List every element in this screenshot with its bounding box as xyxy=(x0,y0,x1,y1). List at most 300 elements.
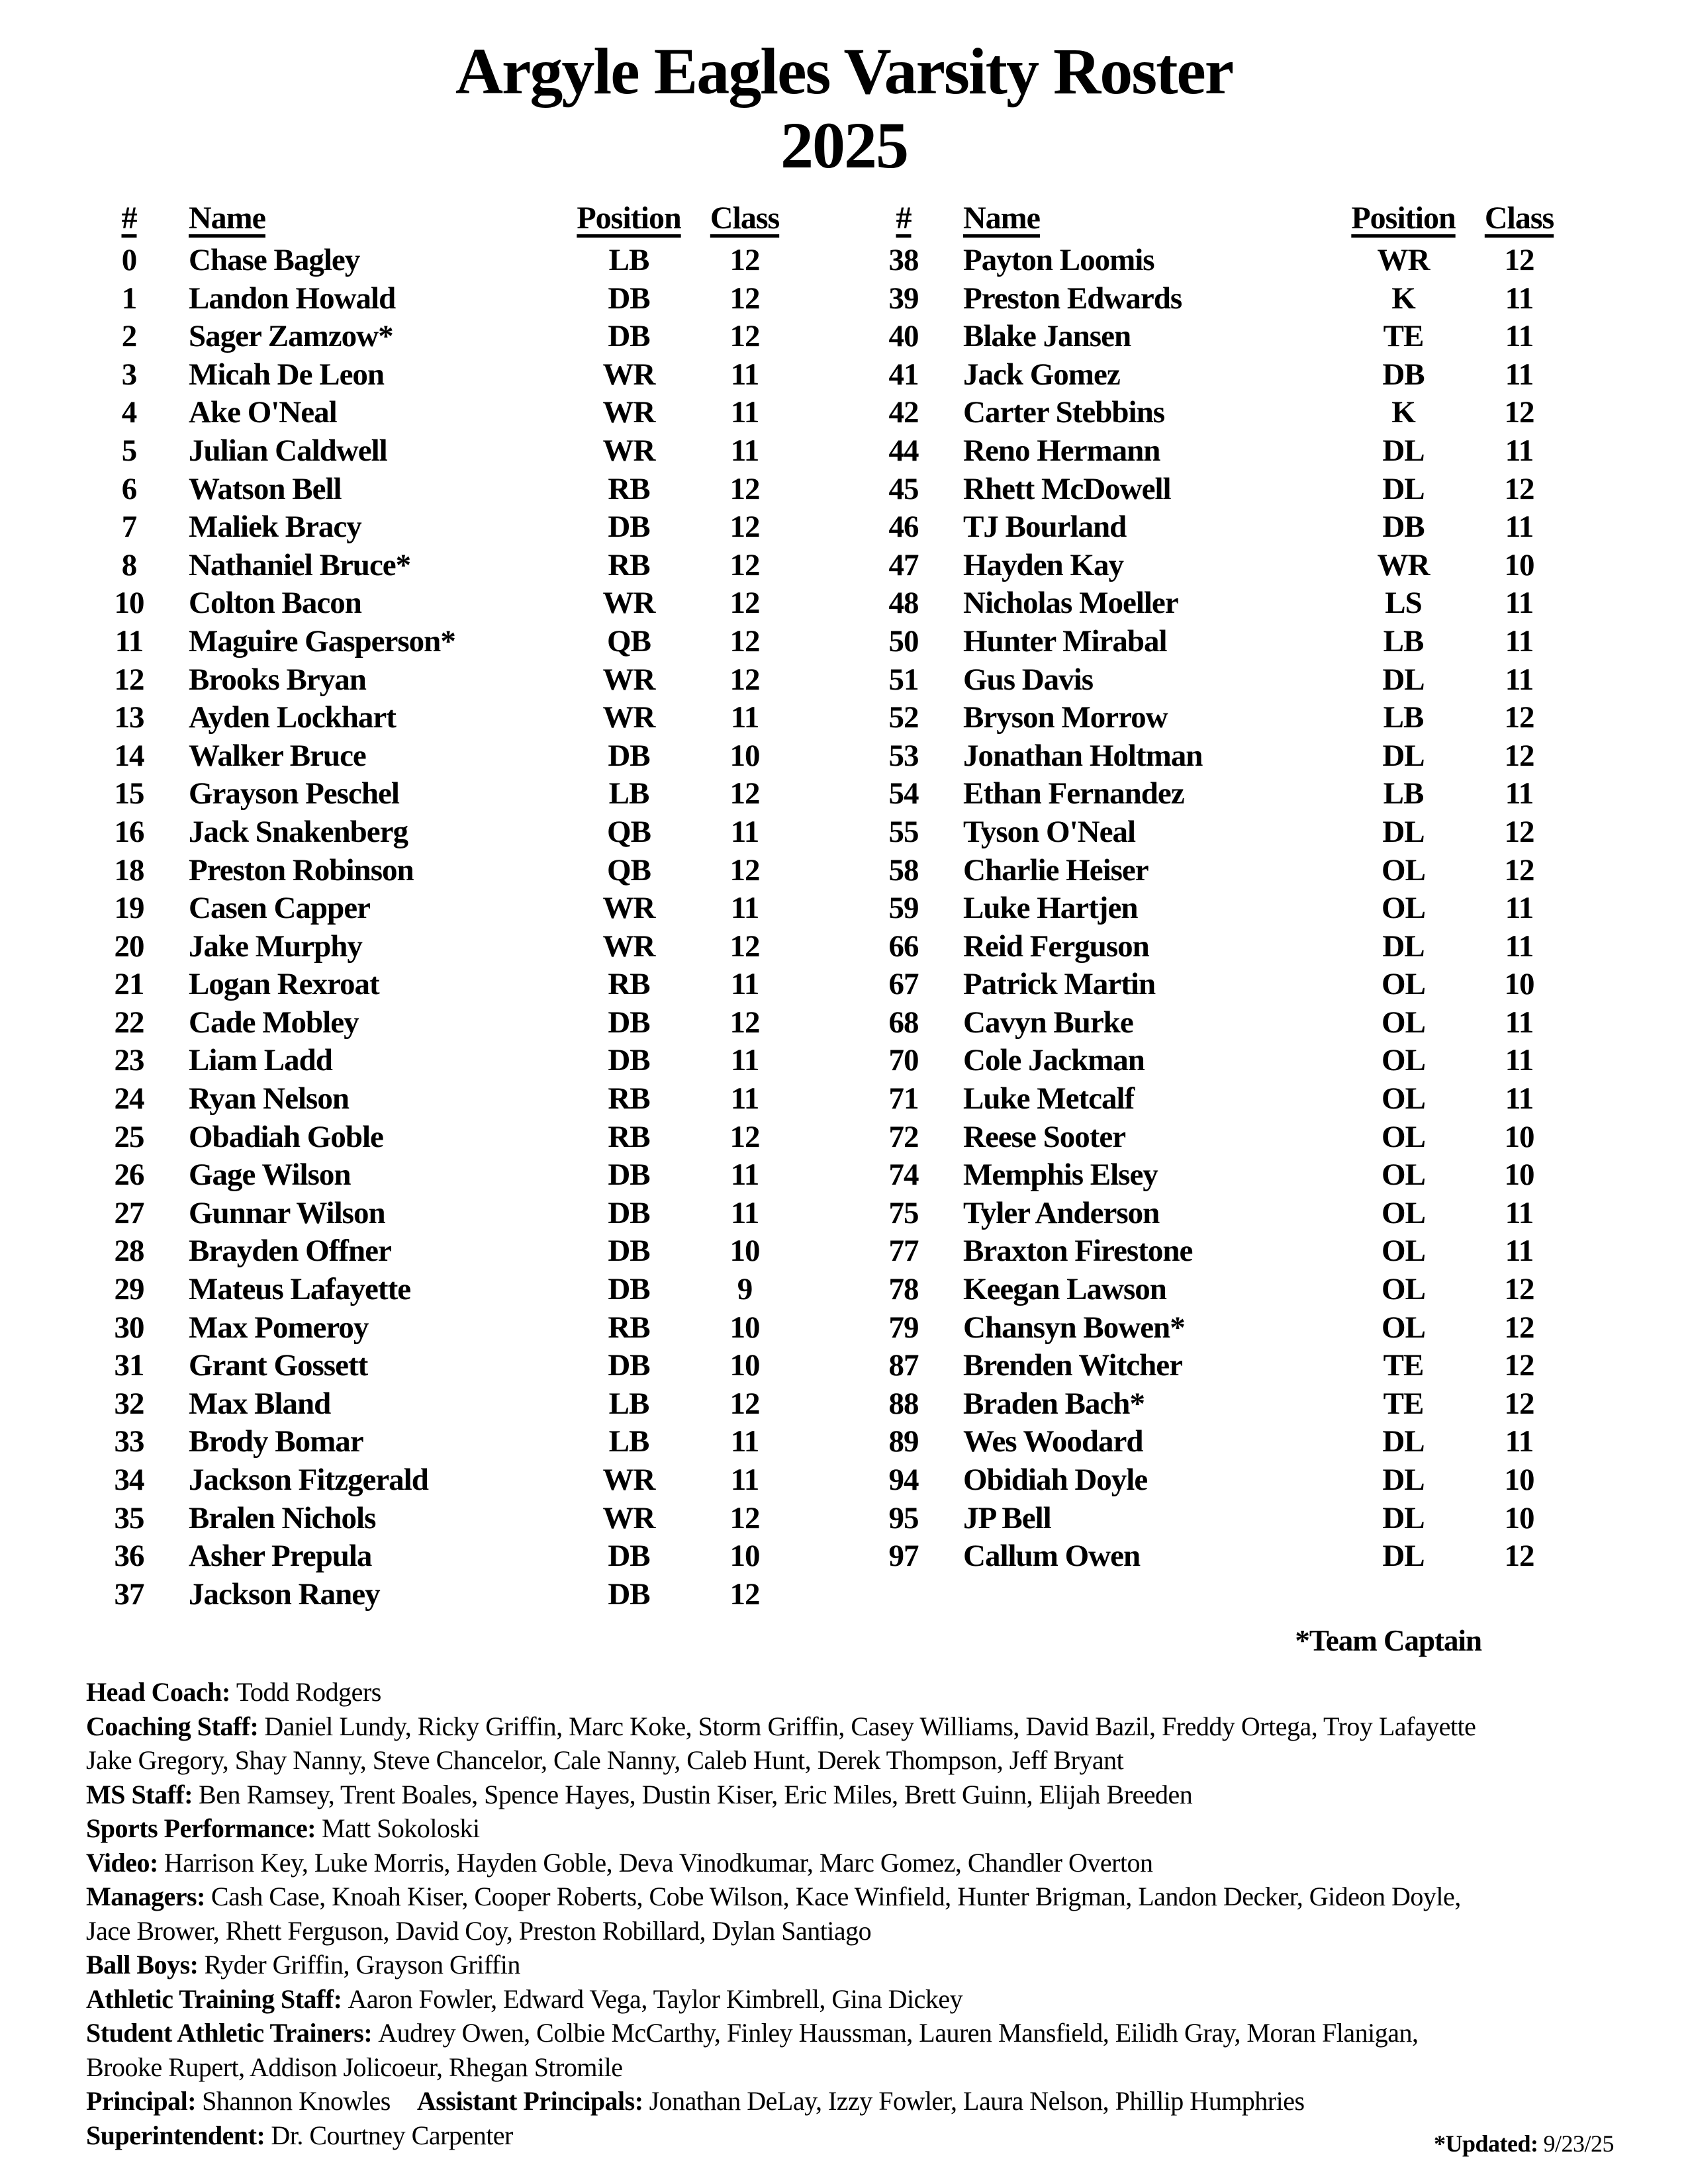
roster-row xyxy=(99,318,794,357)
player-class: 11 xyxy=(730,1158,759,1193)
player-class: 11 xyxy=(1505,1424,1534,1459)
player-name: Grayson Peschel xyxy=(189,776,399,811)
player-class: 9 xyxy=(737,1272,753,1307)
player-name: Preston Robinson xyxy=(189,852,414,887)
staff-role-label: Managers: xyxy=(86,1882,205,1912)
roster-row xyxy=(874,547,1569,586)
player-class: 12 xyxy=(729,547,760,582)
staff-lines xyxy=(86,1675,1612,2152)
staff-role-label: Student Athletic Trainers: xyxy=(86,2018,373,2048)
player-number: 16 xyxy=(114,814,144,849)
player-position: K xyxy=(1391,281,1415,316)
staff-names: Matt Sokoloski xyxy=(322,1813,480,1844)
player-number: 67 xyxy=(888,967,919,1002)
staff-names: Dr. Courtney Carpenter xyxy=(271,2120,513,2150)
player-number: 6 xyxy=(121,471,137,506)
roster-row xyxy=(874,662,1569,700)
player-number: 50 xyxy=(888,623,919,659)
roster-row xyxy=(874,1386,1569,1424)
player-number: 55 xyxy=(888,814,919,849)
column-header-number: # xyxy=(121,201,137,236)
roster-row xyxy=(99,738,794,776)
player-name: Jack Gomez xyxy=(963,357,1120,392)
player-number: 88 xyxy=(888,1386,919,1421)
player-name: Maguire Gasperson* xyxy=(189,623,455,659)
player-number: 40 xyxy=(888,319,919,354)
player-name: Maliek Bracy xyxy=(189,510,361,545)
player-class: 12 xyxy=(729,1005,760,1040)
roster-row xyxy=(874,1500,1569,1539)
staff-line xyxy=(86,1948,1612,1982)
player-number: 30 xyxy=(114,1310,144,1345)
roster-row xyxy=(99,357,794,395)
roster-row xyxy=(99,509,794,547)
player-position: DB xyxy=(608,1043,650,1078)
staff-names: Jace Brower, Rhett Ferguson, David Coy, Preston Robillard, Dylan Santiago xyxy=(86,1915,872,1946)
roster-row xyxy=(874,890,1569,929)
player-name: Blake Jansen xyxy=(963,319,1131,354)
column-header-name: Name xyxy=(963,201,1040,236)
player-position: OL xyxy=(1382,967,1425,1002)
title-line-2: 2025 xyxy=(780,109,908,182)
roster-row xyxy=(99,1310,794,1348)
roster-row xyxy=(99,700,794,738)
player-number: 75 xyxy=(888,1195,919,1230)
player-class: 11 xyxy=(1505,319,1534,354)
player-name: Landon Howald xyxy=(189,281,396,316)
player-class: 12 xyxy=(729,1500,760,1535)
player-name: Braxton Firestone xyxy=(963,1234,1193,1269)
player-class: 10 xyxy=(1504,1463,1534,1497)
player-class: 12 xyxy=(1504,738,1534,773)
roster-row xyxy=(99,394,794,433)
player-position: LB xyxy=(608,776,649,811)
staff-line xyxy=(86,1880,1612,1914)
player-name: Hayden Kay xyxy=(963,547,1124,582)
player-number: 51 xyxy=(888,662,919,697)
player-class: 11 xyxy=(1505,776,1534,811)
player-name: Ayden Lockhart xyxy=(189,700,396,735)
player-position: WR xyxy=(1377,243,1430,277)
player-position: LB xyxy=(1383,700,1424,735)
roster-row xyxy=(874,433,1569,471)
staff-section xyxy=(0,1658,1688,2152)
player-name: Tyler Anderson xyxy=(963,1195,1160,1230)
page-title xyxy=(0,0,1688,183)
player-position: OL xyxy=(1382,852,1425,887)
roster-row xyxy=(874,1271,1569,1310)
roster-row xyxy=(99,1233,794,1271)
roster-row xyxy=(874,1081,1569,1119)
player-class: 11 xyxy=(730,1463,759,1497)
roster-row xyxy=(99,1500,794,1539)
player-position: DB xyxy=(608,1158,650,1193)
player-name: Bralen Nichols xyxy=(189,1500,376,1535)
player-position: DL xyxy=(1382,662,1425,697)
player-position: DB xyxy=(608,1195,650,1230)
player-position: WR xyxy=(602,433,655,468)
player-class: 11 xyxy=(1505,891,1534,926)
roster-row xyxy=(99,1119,794,1158)
roster-row xyxy=(874,1042,1569,1081)
updated-label: *Updated: xyxy=(1433,2130,1538,2157)
player-name: Casen Capper xyxy=(189,891,370,926)
player-number: 5 xyxy=(121,433,137,468)
player-position: DB xyxy=(608,510,650,545)
roster-row xyxy=(99,1195,794,1234)
roster-row xyxy=(99,890,794,929)
player-position: LS xyxy=(1385,586,1422,621)
player-class: 12 xyxy=(1504,243,1534,277)
staff-role-label: Principal: xyxy=(86,2086,197,2116)
staff-line xyxy=(86,1675,1612,1709)
player-class: 10 xyxy=(729,1310,760,1345)
player-position: TE xyxy=(1383,319,1424,354)
player-class: 10 xyxy=(1504,1119,1534,1154)
player-position: LB xyxy=(608,243,649,277)
roster-row xyxy=(874,700,1569,738)
roster-row xyxy=(874,242,1569,281)
player-class: 12 xyxy=(729,852,760,887)
player-position: DB xyxy=(608,1234,650,1269)
roster-row xyxy=(874,1233,1569,1271)
player-name: TJ Bourland xyxy=(963,510,1127,545)
player-name: Micah De Leon xyxy=(189,357,385,392)
staff-line xyxy=(86,2084,1612,2118)
player-class: 12 xyxy=(1504,814,1534,849)
player-number: 2 xyxy=(121,319,137,354)
player-position: DL xyxy=(1382,1463,1425,1497)
player-position: QB xyxy=(607,852,651,887)
staff-line xyxy=(86,1811,1612,1846)
player-number: 21 xyxy=(114,967,144,1002)
roster-row xyxy=(99,814,794,852)
player-class: 11 xyxy=(730,433,759,468)
roster-row xyxy=(99,662,794,700)
player-position: QB xyxy=(607,814,651,849)
player-name: Mateus Lafayette xyxy=(189,1272,411,1307)
player-class: 12 xyxy=(729,1119,760,1154)
player-number: 28 xyxy=(114,1234,144,1269)
roster-row xyxy=(874,471,1569,510)
player-name: Chansyn Bowen* xyxy=(963,1310,1185,1345)
roster-row xyxy=(874,1195,1569,1234)
player-position: DB xyxy=(608,1539,650,1574)
roster-row xyxy=(99,1576,794,1615)
player-number: 1 xyxy=(121,281,137,316)
player-name: Jackson Raney xyxy=(189,1576,380,1612)
player-position: LB xyxy=(1383,776,1424,811)
player-name: Brenden Witcher xyxy=(963,1348,1182,1383)
player-name: Braden Bach* xyxy=(963,1386,1145,1421)
player-number: 31 xyxy=(114,1348,144,1383)
player-position: DL xyxy=(1382,471,1425,506)
player-name: Jake Murphy xyxy=(189,929,362,964)
player-name: Bryson Morrow xyxy=(963,700,1168,735)
player-number: 20 xyxy=(114,929,144,964)
player-class: 12 xyxy=(729,1576,760,1612)
player-class: 11 xyxy=(730,357,759,392)
player-class: 12 xyxy=(729,510,760,545)
player-number: 15 xyxy=(114,776,144,811)
player-position: DL xyxy=(1382,1424,1425,1459)
column-header-number: # xyxy=(896,201,912,236)
player-class: 10 xyxy=(729,1539,760,1574)
player-name: Obidiah Doyle xyxy=(963,1463,1148,1497)
player-position: WR xyxy=(1377,547,1430,582)
player-name: Ethan Fernandez xyxy=(963,776,1184,811)
player-name: Charlie Heiser xyxy=(963,852,1149,887)
staff-role-label: Coaching Staff: xyxy=(86,1711,259,1741)
player-position: OL xyxy=(1382,1234,1425,1269)
player-number: 12 xyxy=(114,662,144,697)
player-position: TE xyxy=(1383,1386,1424,1421)
roster-table-left xyxy=(99,200,794,1614)
player-name: Reno Hermann xyxy=(963,433,1160,468)
roster-row xyxy=(99,1042,794,1081)
player-position: DL xyxy=(1382,929,1425,964)
player-number: 58 xyxy=(888,852,919,887)
staff-names: Harrison Key, Luke Morris, Hayden Goble, Deva Vinodkumar, Marc Gomez, Chandler Overton xyxy=(164,1847,1153,1878)
player-position: OL xyxy=(1382,1195,1425,1230)
player-name: Brody Bomar xyxy=(189,1424,363,1459)
player-name: JP Bell xyxy=(963,1500,1051,1535)
player-position: OL xyxy=(1382,891,1425,926)
player-position: K xyxy=(1391,395,1415,430)
roster-row xyxy=(874,1538,1569,1576)
updated-note xyxy=(1434,2130,1614,2158)
player-position: DL xyxy=(1382,738,1425,773)
player-number: 0 xyxy=(121,243,137,277)
staff-names: Jonathan DeLay, Izzy Fowler, Laura Nelson, Phillip Humphries xyxy=(649,2086,1305,2116)
staff-names: Aaron Fowler, Edward Vega, Taylor Kimbrell, Gina Dickey xyxy=(348,1983,963,2014)
column-header-position: Position xyxy=(1351,201,1456,236)
player-number: 27 xyxy=(114,1195,144,1230)
roster-row xyxy=(99,585,794,623)
roster-row xyxy=(874,1005,1569,1043)
player-name: Watson Bell xyxy=(189,471,342,506)
roster-row xyxy=(99,547,794,586)
roster-row xyxy=(99,1538,794,1576)
player-name: Cade Mobley xyxy=(189,1005,359,1040)
roster-table-right xyxy=(874,200,1569,1614)
player-number: 77 xyxy=(888,1234,919,1269)
player-number: 71 xyxy=(888,1081,919,1116)
roster-row xyxy=(99,852,794,891)
player-number: 89 xyxy=(888,1424,919,1459)
player-class: 11 xyxy=(730,700,759,735)
player-position: DB xyxy=(608,1005,650,1040)
player-name: Liam Ladd xyxy=(189,1043,332,1078)
player-number: 94 xyxy=(888,1463,919,1497)
staff-names: Ben Ramsey, Trent Boales, Spence Hayes, Dustin Kiser, Eric Miles, Brett Guinn, Elijah Breeden xyxy=(199,1779,1193,1809)
player-name: Gage Wilson xyxy=(189,1158,351,1193)
player-name: Colton Bacon xyxy=(189,586,361,621)
player-position: WR xyxy=(602,891,655,926)
player-class: 11 xyxy=(1505,1043,1534,1078)
player-class: 12 xyxy=(1504,1539,1534,1574)
player-position: RB xyxy=(608,471,650,506)
player-class: 12 xyxy=(1504,1272,1534,1307)
player-position: DL xyxy=(1382,1500,1425,1535)
player-position: DB xyxy=(608,1576,650,1612)
player-class: 11 xyxy=(1505,510,1534,545)
roster-rows-right xyxy=(874,242,1569,1576)
roster-row xyxy=(874,1157,1569,1195)
staff-role-label: Video: xyxy=(86,1847,158,1878)
player-number: 23 xyxy=(114,1043,144,1078)
staff-names: Ryder Griffin, Grayson Griffin xyxy=(204,1950,520,1980)
player-class: 12 xyxy=(729,662,760,697)
player-position: DB xyxy=(608,281,650,316)
roster-row xyxy=(874,1347,1569,1386)
roster-row xyxy=(99,1081,794,1119)
player-number: 13 xyxy=(114,700,144,735)
player-name: Sager Zamzow* xyxy=(189,319,393,354)
player-name: Gunnar Wilson xyxy=(189,1195,385,1230)
player-number: 10 xyxy=(114,586,144,621)
player-class: 11 xyxy=(1505,623,1534,659)
roster-row xyxy=(874,281,1569,319)
player-position: WR xyxy=(602,395,655,430)
player-number: 8 xyxy=(121,547,137,582)
player-number: 42 xyxy=(888,395,919,430)
player-class: 12 xyxy=(1504,852,1534,887)
player-name: Obadiah Goble xyxy=(189,1119,383,1154)
player-class: 11 xyxy=(730,1424,759,1459)
roster-row xyxy=(874,1119,1569,1158)
roster-row xyxy=(874,1310,1569,1348)
player-class: 12 xyxy=(729,319,760,354)
player-number: 7 xyxy=(121,510,137,545)
player-class: 12 xyxy=(1504,395,1534,430)
player-class: 12 xyxy=(729,243,760,277)
player-number: 74 xyxy=(888,1158,919,1193)
player-class: 12 xyxy=(1504,471,1534,506)
player-position: RB xyxy=(608,967,650,1002)
staff-role-label: Assistant Principals: xyxy=(416,2086,643,2116)
player-number: 3 xyxy=(121,357,137,392)
roster-row xyxy=(874,966,1569,1005)
player-name: Reid Ferguson xyxy=(963,929,1149,964)
player-position: OL xyxy=(1382,1272,1425,1307)
staff-line xyxy=(86,2118,1612,2153)
player-number: 37 xyxy=(114,1576,144,1612)
player-name: Reese Sooter xyxy=(963,1119,1126,1154)
player-name: Wes Woodard xyxy=(963,1424,1143,1459)
player-class: 10 xyxy=(1504,1158,1534,1193)
roster-row xyxy=(874,852,1569,891)
player-position: DB xyxy=(608,319,650,354)
player-class: 10 xyxy=(729,738,760,773)
player-name: Brayden Offner xyxy=(189,1234,391,1269)
column-header-class: Class xyxy=(1484,201,1554,236)
player-number: 41 xyxy=(888,357,919,392)
player-class: 11 xyxy=(730,1043,759,1078)
player-number: 25 xyxy=(114,1119,144,1154)
column-header-position: Position xyxy=(577,201,681,236)
player-name: Memphis Elsey xyxy=(963,1158,1158,1193)
player-number: 87 xyxy=(888,1348,919,1383)
player-name: Brooks Bryan xyxy=(189,662,366,697)
roster-row xyxy=(99,1271,794,1310)
column-header-name: Name xyxy=(189,201,265,236)
player-name: Jackson Fitzgerald xyxy=(189,1463,428,1497)
player-name: Asher Prepula xyxy=(189,1539,372,1574)
column-header-class: Class xyxy=(710,201,780,236)
player-class: 10 xyxy=(1504,1500,1534,1535)
player-class: 12 xyxy=(1504,1348,1534,1383)
team-captain-note: *Team Captain xyxy=(1295,1624,1481,1658)
title-line-1: Argyle Eagles Varsity Roster xyxy=(455,34,1233,108)
player-number: 19 xyxy=(114,891,144,926)
player-position: DB xyxy=(608,738,650,773)
player-position: LB xyxy=(608,1386,649,1421)
player-position: DL xyxy=(1382,814,1425,849)
roster-header-row xyxy=(874,200,1569,242)
player-position: DB xyxy=(608,1272,650,1307)
staff-role-label: Head Coach: xyxy=(86,1677,230,1707)
player-class: 11 xyxy=(730,967,759,1002)
roster-row xyxy=(874,776,1569,814)
player-name: Rhett McDowell xyxy=(963,471,1171,506)
player-number: 29 xyxy=(114,1272,144,1307)
player-number: 11 xyxy=(115,623,144,659)
roster-row xyxy=(874,738,1569,776)
player-name: Preston Edwards xyxy=(963,281,1182,316)
player-number: 47 xyxy=(888,547,919,582)
player-position: WR xyxy=(602,357,655,392)
player-position: RB xyxy=(608,1310,650,1345)
player-name: Patrick Martin xyxy=(963,967,1156,1002)
player-class: 12 xyxy=(729,1386,760,1421)
player-position: DL xyxy=(1382,1539,1425,1574)
player-name: Chase Bagley xyxy=(189,243,360,277)
player-class: 11 xyxy=(730,1195,759,1230)
player-class: 11 xyxy=(730,891,759,926)
staff-names: Todd Rodgers xyxy=(236,1677,381,1707)
roster-row xyxy=(99,1424,794,1462)
player-number: 59 xyxy=(888,891,919,926)
roster-row xyxy=(99,242,794,281)
player-name: Payton Loomis xyxy=(963,243,1154,277)
player-name: Callum Owen xyxy=(963,1539,1141,1574)
player-position: OL xyxy=(1382,1005,1425,1040)
player-name: Jack Snakenberg xyxy=(189,814,408,849)
player-number: 66 xyxy=(888,929,919,964)
player-class: 10 xyxy=(1504,547,1534,582)
player-class: 11 xyxy=(730,1081,759,1116)
player-name: Jonathan Holtman xyxy=(963,738,1203,773)
player-number: 97 xyxy=(888,1539,919,1574)
player-number: 35 xyxy=(114,1500,144,1535)
player-position: RB xyxy=(608,1119,650,1154)
player-position: OL xyxy=(1382,1081,1425,1116)
roster-row xyxy=(99,1462,794,1500)
player-class: 11 xyxy=(1505,662,1534,697)
roster-row xyxy=(99,1386,794,1424)
player-position: RB xyxy=(608,1081,650,1116)
player-class: 12 xyxy=(729,929,760,964)
player-position: OL xyxy=(1382,1043,1425,1078)
player-position: DB xyxy=(1382,357,1425,392)
roster-row xyxy=(99,623,794,662)
player-name: Luke Hartjen xyxy=(963,891,1138,926)
roster-row xyxy=(99,929,794,967)
player-name: Gus Davis xyxy=(963,662,1094,697)
staff-line xyxy=(86,1709,1612,1744)
player-class: 11 xyxy=(1505,586,1534,621)
